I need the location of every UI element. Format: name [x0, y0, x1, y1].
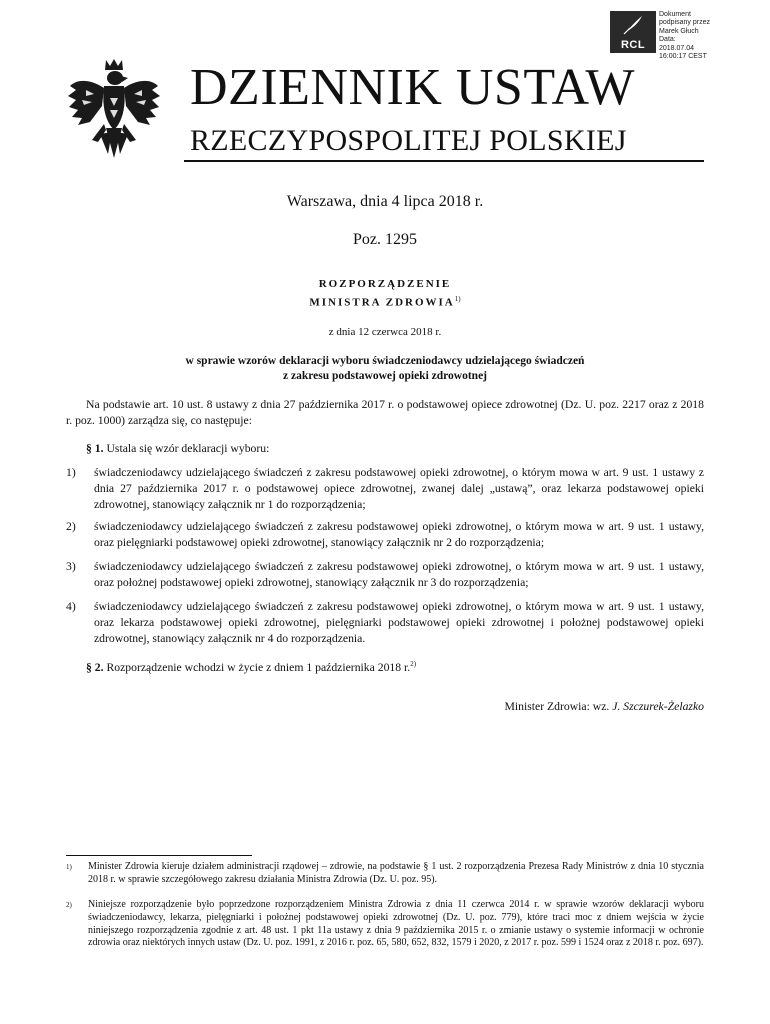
subject-line: z zakresu podstawowej opieki zdrowotnej [282, 370, 487, 382]
section-text: Ustala się wzór deklaracji wyboru: [103, 442, 270, 455]
list-item-text: świadczeniodawcy udzielającego świadczeń z zakresu podstawowej opieki zdrowotnej, o którym mowa w art. 9 ust. 1 ustawy, oraz położnej podstawowej opieki zdrowotnej, stanowiący załącznik nr 3 do rozporządzenia; [94, 560, 704, 589]
act-subject [120, 354, 650, 384]
list-item-text: świadczeniodawcy udzielającego świadczeń z zakresu podstawowej opieki zdrowotnej, o którym mowa w art. 9 ust. 1 ustawy, oraz pielęgniarki podstawowej opieki zdrowotnej, stanowiący załącznik nr 2 do rozporządzenia; [94, 520, 704, 549]
masthead-rule [184, 160, 704, 162]
signature-line: podpisany przez [659, 19, 710, 27]
footnote-text: Niniejsze rozporządzenie było poprzedzone rozporządzeniem Ministra Zdrowia z dnia 11 czerwca 2014 r. w sprawie wzorów deklaracji wyboru świadczeniodawcy, lekarza, pielęgniarki i położnej podstawowej opieki zdrowotnej (Dz. U. poz. 779), które traci moc z dniem wejścia w życie niniejszego rozporządzenia zgodnie z art. 48 ust. 1 pkt 11a ustawy z dnia 9 października 2015 r. o zmianie ustawy o systemie informacji w ochronie zdrowia oraz niektórych innych ustaw (Dz. U. poz. 1991, z 2016 r. poz. 65, 580, 652, 832, 1579 i 2020, z 2017 r. poz. 599 i 1524 oraz z 2018 r. poz. 697). [88, 899, 704, 949]
section-text: Rozporządzenie wchodzi w życie z dniem 1 października 2018 r. [103, 660, 411, 674]
footnote-ref[interactable]: 1) [454, 295, 461, 303]
footnote-rule [66, 855, 252, 856]
footnote-mark: 2) [66, 901, 72, 909]
section-mark: § 2. [86, 660, 104, 674]
signatory-name: J. Szczurek-Żelazko [612, 700, 704, 713]
section-1 [86, 441, 704, 457]
subject-line: w sprawie wzorów deklaracji wyboru świadczeniodawcy udzielającego świadczeń [185, 355, 585, 367]
list-item-number: 2) [66, 520, 76, 533]
legal-basis-paragraph: Na podstawie art. 10 ust. 8 ustawy z dnia 27 października 2017 r. o podstawowej opiece zdrowotnej (Dz. U. poz. 2217 oraz z 2018 r. poz. 1000) zarządza się, co następuje: [66, 398, 704, 427]
rcl-logo [610, 11, 656, 53]
list-item-number: 4) [66, 600, 76, 613]
list-item-text: świadczeniodawcy udzielającego świadczeń z zakresu podstawowej opieki zdrowotnej, o którym mowa w art. 9 ust. 1 ustawy, oraz lekarza podstawowej opieki zdrowotnej, pielęgniarki podstawowej opieki zdrowotnej i położnej podstawowej opieki zdrowotnej, stanowiący załącznik nr 4 do rozporządzenia. [94, 600, 704, 645]
quill-icon [622, 14, 644, 36]
signature-line: 2018.07.04 [659, 44, 695, 52]
signature-line: 16:00:17 CEST [659, 53, 707, 61]
footnote-mark: 1) [66, 863, 72, 871]
signature-line: Data: [659, 36, 676, 44]
polish-eagle-emblem-icon [66, 58, 162, 162]
minister-signature [300, 700, 704, 713]
signature-prefix: Minister Zdrowia: wz. [504, 700, 613, 713]
journal-title: DZIENNIK USTAW [190, 59, 635, 116]
footnote-text: Minister Zdrowia kieruje działem administracji rządowej – zdrowie, na podstawie § 1 ust. 2 rozporządzenia Prezesa Rady Ministrów z dnia 10 stycznia 2018 r. w sprawie szczegółowego zakresu działania Ministra Zdrowia (Dz. U. poz. 95). [88, 861, 704, 885]
section-2 [86, 656, 704, 676]
journal-subtitle: RZECZYPOSPOLITEJ POLSKIEJ [190, 124, 627, 157]
position-number: Poz. 1295 [353, 231, 417, 248]
list-item-number: 3) [66, 560, 76, 573]
act-issuer [0, 295, 770, 309]
footnote-ref[interactable]: 2) [410, 660, 417, 668]
signature-line: Marek Głuch [659, 27, 699, 35]
signature-line: Dokument [659, 11, 691, 18]
section-mark: § 1. [86, 442, 104, 455]
rcl-logo-text: RCL [620, 39, 646, 51]
list-item-text: świadczeniodawcy udzielającego świadczeń z zakresu podstawowej opieki zdrowotnej, o którym mowa w art. 9 ust. 1 ustawy z dnia 27 października 2017 r. o podstawowej opiece zdrowotnej, zwanej dalej „ustawą”, oraz lekarza podstawowej opieki zdrowotnej, stanowiący załącznik nr 1 do rozporządzenia; [94, 466, 704, 511]
publication-date: Warszawa, dnia 4 lipca 2018 r. [286, 193, 484, 210]
list-item-number: 1) [66, 466, 76, 479]
issuer-name: MINISTRA ZDROWIA [309, 296, 455, 309]
act-type: ROZPORZĄDZENIE [318, 278, 452, 290]
act-date: z dnia 12 czerwca 2018 r. [328, 326, 442, 338]
digital-signature-info [659, 11, 710, 61]
